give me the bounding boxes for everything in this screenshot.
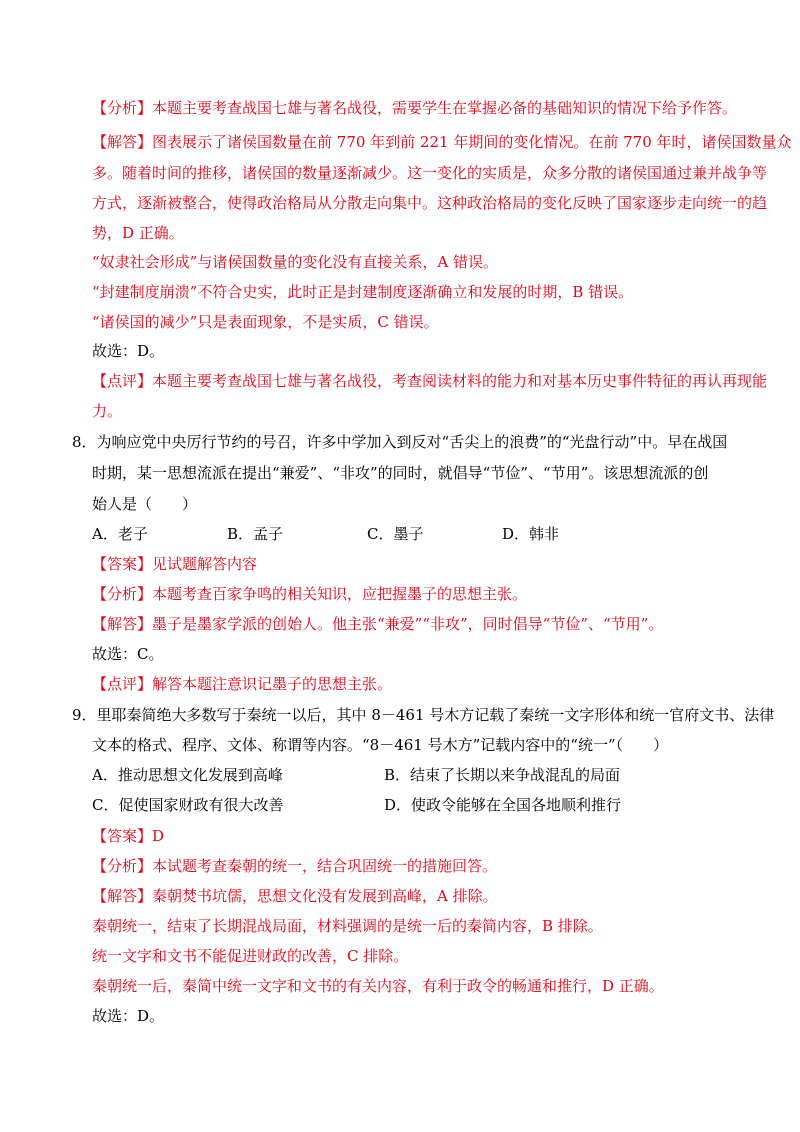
q9-option-b: B．结束了长期以来争战混乱的局面 (384, 766, 621, 784)
q9-solution-line: 【解答】秦朝焚书坑儒，思想文化没有发展到高峰，A 排除。 (92, 887, 498, 905)
q8-option-b: B．孟子 (227, 525, 284, 543)
q9-solution-line: 统一文字和文书不能促进财政的改善，C 排除。 (92, 947, 409, 965)
q7-choice: 故选：D。 (92, 342, 165, 360)
q9-option-d: D．使政令能够在全国各地顺利推行 (384, 796, 622, 814)
q8-stem-line: 时期，某一思想流派在提出“兼爱”、“非攻”的同时，就倡导“节俭”、“节用”。该思想流派的创 (92, 464, 709, 482)
q7-solution-line: 多。随着时间的推移，诸侯国的数量逐渐减少。这一变化的实质是，众多分散的诸侯国通过兼并战争等 (92, 164, 768, 182)
q7-comment-line: 力。 (92, 402, 123, 420)
q8-answer: 【答案】见试题解答内容 (92, 555, 258, 573)
q9-stem-line: 9．里耶秦简绝大多数写于秦统一以后，其中 8－461 号木方记载了秦统一文字形体和统一官府文书、法律 (72, 706, 775, 724)
q9-option-c: C．促使国家财政有很大改善 (92, 796, 284, 814)
q8-option-c: C．墨子 (367, 525, 424, 543)
q8-solution: 【解答】墨子是墨家学派的创始人。他主张“兼爱”“非攻”，同时倡导“节俭”、“节用”。 (92, 615, 664, 633)
q7-solution-line: “奴隶社会形成”与诸侯国数量的变化没有直接关系，A 错误。 (92, 253, 498, 271)
q7-solution-line: “封建制度崩溃”不符合史实，此时正是封建制度逐渐确立和发展的时期，B 错误。 (92, 283, 634, 301)
q7-solution-line: 方式，逐渐被整合，使得政治格局从分散走向集中。这种政治格局的变化反映了国家逐步走向统一的趋 (92, 194, 768, 212)
q9-solution-line: 秦朝统一，结束了长期混战局面，材料强调的是统一后的秦简内容，B 排除。 (92, 917, 603, 935)
q8-analysis: 【分析】本题考查百家争鸣的相关知识，应把握墨子的思想主张。 (92, 585, 528, 603)
q9-choice: 故选：D。 (92, 1007, 165, 1025)
q9-stem-line: 文本的格式、程序、文体、称谓等内容。“8－461 号木方”记载内容中的“统一”（ ） (92, 736, 669, 754)
q8-stem-line: 始人是（ ） (92, 495, 198, 513)
q8-choice: 故选：C。 (92, 645, 164, 663)
q9-option-a: A．推动思想文化发展到高峰 (92, 766, 283, 784)
q7-solution-line: “诸侯国的减少”只是表面现象，不是实质，C 错误。 (92, 313, 439, 331)
q8-option-d: D．韩非 (502, 525, 560, 543)
q7-solution-line: 【解答】图表展示了诸侯国数量在前 770 年到前 221 年期间的变化情况。在前 770 年时，诸侯国数量众 (92, 133, 792, 151)
q7-comment-line: 【点评】本题主要考查战国七雄与著名战役，考查阅读材料的能力和对基本历史事件特征的再认再现能 (92, 372, 768, 390)
q8-comment: 【点评】解答本题注意识记墨子的思想主张。 (92, 675, 393, 693)
q9-solution-line: 秦朝统一后，秦简中统一文字和文书的有关内容，有利于政令的畅通和推行，D 正确。 (92, 977, 664, 995)
q8-option-a: A．老子 (92, 525, 148, 543)
q9-analysis: 【分析】本试题考查秦朝的统一，结合巩固统一的措施回答。 (92, 857, 498, 875)
q9-answer: 【答案】D (92, 827, 165, 845)
q7-analysis: 【分析】本题主要考查战国七雄与著名战役，需要学生在掌握必备的基础知识的情况下给予作答。 (92, 99, 738, 117)
q7-solution-line: 势，D 正确。 (92, 224, 184, 242)
q8-stem-line: 8．为响应党中央厉行节约的号召，许多中学加入到反对“舌尖上的浪费”的“光盘行动”中。早在战国 (72, 433, 728, 451)
